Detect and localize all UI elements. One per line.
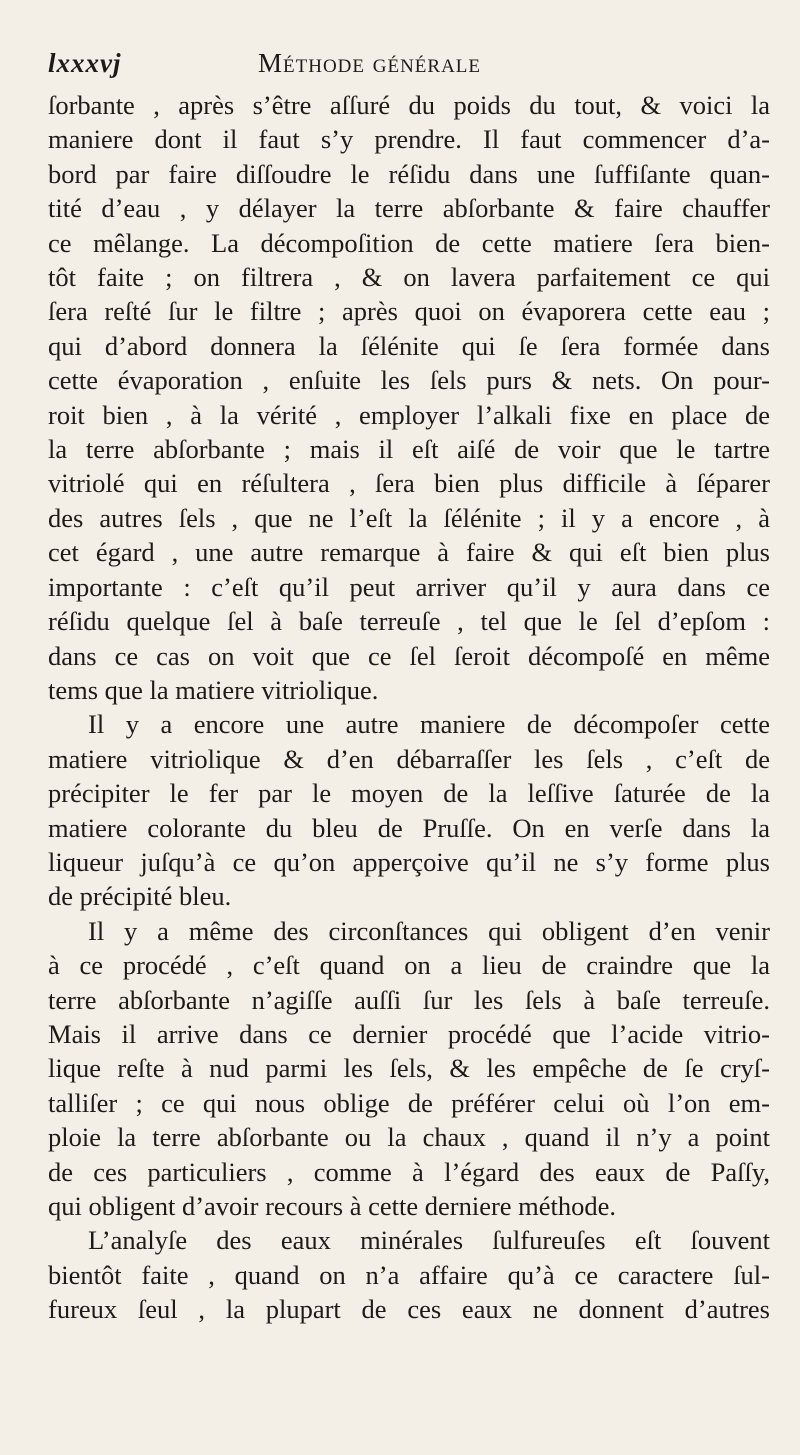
text-line: Il y a encore une autre maniere de décompoſer cette (88, 709, 770, 740)
text-line: réſidu quelque ſel à baſe terreuſe , tel que le ſel d’epſom : (48, 606, 770, 637)
text-line: tité d’eau , y délayer la terre abſorbante & faire chauffer (48, 193, 770, 224)
text-line: des autres ſels , que ne l’eſt la ſélénite ; il y a encore , à (48, 502, 770, 533)
text-line: lique reſte à nud parmi les ſels, & les empêche de ſe cryſ- (48, 1053, 770, 1084)
text-line: Mais il arrive dans ce dernier procédé que l’acide vitrio- (48, 1018, 770, 1049)
running-title: Méthode générale (258, 48, 481, 78)
text-line: tôt faite ; on filtrera , & on lavera parfaitement ce qui (48, 262, 770, 293)
text-line: qui d’abord donnera la ſélénite qui ſe ſera formée dans (48, 330, 770, 361)
text-line: de précipité bleu. (48, 881, 232, 912)
text-line: ploie la terre abſorbante ou la chaux , quand il n’y a point (48, 1122, 770, 1153)
text-line: cette évaporation , enſuite les ſels purs & nets. On pour- (48, 365, 770, 396)
text-line: de ces particuliers , comme à l’égard des eaux de Paſſy, (48, 1156, 770, 1187)
text-line: importante : c’eſt qu’il peut arriver qu’il y aura dans ce (48, 571, 770, 602)
text-line: qui obligent d’avoir recours à cette derniere méthode. (48, 1191, 617, 1221)
text-line: talliſer ; ce qui nous oblige de préférer celui où l’on em- (48, 1087, 770, 1118)
text-line: liqueur juſqu’à ce qu’on apperçoive qu’il ne s’y forme plus (48, 846, 770, 877)
text-line: à ce procédé , c’eſt quand on a lieu de craindre que la (48, 950, 770, 981)
text-line: matiere colorante du bleu de Pruſſe. On en verſe dans la (48, 812, 770, 843)
body-text (48, 88, 770, 1327)
text-line: L’analyſe des eaux minérales ſulfureuſes eſt ſouvent (88, 1225, 770, 1256)
text-line: la terre abſorbante ; mais il eſt aiſé de voir que le tartre (48, 434, 770, 465)
text-line: bord par faire diſſoudre le réſidu dans une ſuffiſante quan- (48, 158, 770, 189)
text-line: Il y a même des circonſtances qui obligent d’en venir (88, 915, 770, 946)
text-line: maniere dont il faut s’y prendre. Il faut commencer d’a- (48, 124, 770, 155)
text-line: fureux ſeul , la plupart de ces eaux ne donnent d’autres (48, 1294, 770, 1325)
text-line: matiere vitriolique & d’en débarraſſer les ſels , c’eſt de (48, 743, 770, 774)
running-head (48, 48, 770, 88)
page-number: lxxxvj (48, 48, 122, 78)
paragraph (48, 1223, 770, 1326)
paragraph (48, 88, 770, 707)
text-line: cet égard , une autre remarque à faire & qui eſt bien plus (48, 537, 770, 568)
text-line: vitriolé qui en réſultera , ſera bien plus difficile à ſéparer (48, 468, 770, 499)
text-line: dans ce cas on voit que ce ſel ſeroit décompoſé en même (48, 640, 770, 671)
paragraph (48, 914, 770, 1224)
text-line: roit bien , à la vérité , employer l’alkali fixe en place de (48, 399, 770, 430)
text-line: bientôt faite , quand on n’a affaire qu’à ce caractere ſul- (48, 1259, 770, 1290)
text-line: ſorbante , après s’être aſſuré du poids du tout, & voici la (48, 90, 770, 120)
text-line: ce mêlange. La décompoſition de cette matiere ſera bien- (48, 227, 770, 258)
text-line: ſera reſté ſur le filtre ; après quoi on évaporera cette eau ; (48, 296, 770, 327)
text-line: tems que la matiere vitriolique. (48, 674, 379, 705)
text-line: précipiter le fer par le moyen de la leſſive ſaturée de la (48, 778, 770, 809)
paragraph (48, 707, 770, 913)
text-line: terre abſorbante n’agiſſe auſſi ſur les ſels à baſe terreuſe. (48, 984, 770, 1015)
